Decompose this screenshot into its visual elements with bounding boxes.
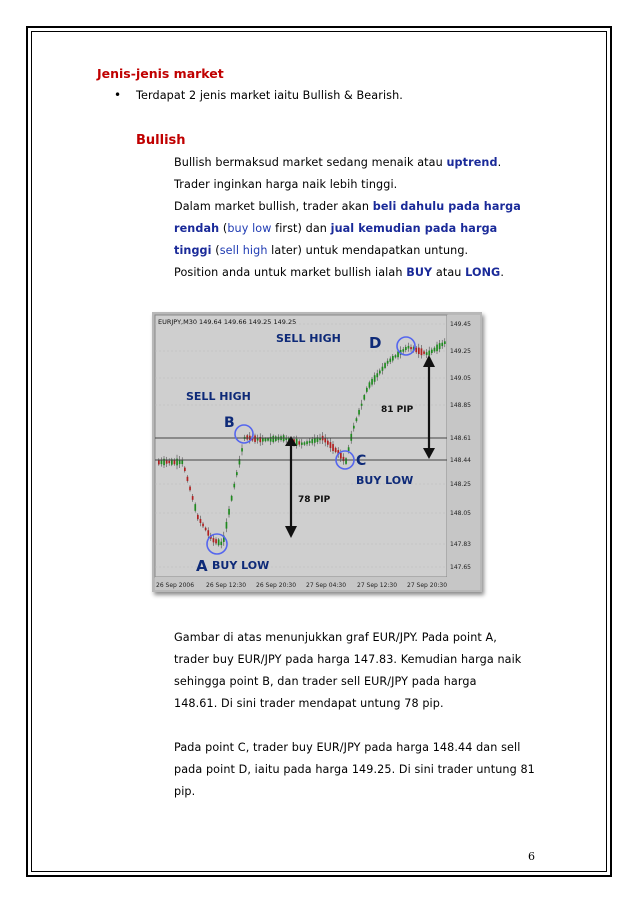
y-tick-label: 148.05 <box>450 510 471 517</box>
bullish-line-6 <box>174 266 504 279</box>
sell-high-label-b: SELL HIGH <box>186 390 251 403</box>
text-span: . <box>500 266 504 279</box>
text-span: Dalam market bullish, trader akan <box>174 200 373 213</box>
keyword-long: LONG <box>465 266 501 279</box>
buy-low-label-a: BUY LOW <box>212 559 270 572</box>
bullish-line-3 <box>174 200 521 213</box>
candle-body <box>356 418 358 421</box>
bullish-line-1 <box>174 156 501 169</box>
y-tick-label: 149.05 <box>450 375 471 382</box>
point-c-label: C <box>356 453 367 469</box>
point-d-label: D <box>369 334 382 352</box>
candle-body <box>205 528 207 530</box>
para1-line-3: sehingga point B, dan trader sell EUR/JPY pada harga <box>174 675 477 688</box>
candle-body <box>335 448 337 452</box>
candle-body <box>384 363 386 368</box>
candle-body <box>168 461 170 463</box>
bullet-icon: • <box>114 88 122 102</box>
candle-body <box>330 442 332 448</box>
y-tick-label: 147.65 <box>450 564 471 571</box>
y-tick-label: 149.45 <box>450 321 471 328</box>
candle-body <box>220 542 222 545</box>
keyword-beli-dahulu: beli dahulu pada harga <box>372 200 521 213</box>
candle-body <box>181 460 183 464</box>
candle-body <box>348 447 350 451</box>
x-tick-label: 27 Sep 04:30 <box>306 582 347 589</box>
candle-body <box>369 382 371 387</box>
candle-body <box>184 468 186 471</box>
para1-line-4: 148.61. Di sini trader mendapat untung 78 pip. <box>174 697 444 710</box>
candle-body <box>272 436 274 442</box>
candle-body <box>361 404 363 406</box>
candle-body <box>374 375 376 382</box>
candle-body <box>298 441 300 444</box>
candle-body <box>194 504 196 511</box>
candle-body <box>353 426 355 429</box>
candle-body <box>311 439 313 443</box>
candle-body <box>179 460 181 464</box>
candle-body <box>376 373 378 377</box>
candle-body <box>436 345 438 352</box>
x-tick-label: 26 Sep 2006 <box>156 582 195 589</box>
keyword-uptrend: uptrend <box>446 156 498 169</box>
bullish-line-5 <box>174 244 468 257</box>
candle-body <box>267 438 269 440</box>
candle-body <box>314 438 316 443</box>
candle-body <box>340 453 342 459</box>
candle-body <box>431 350 433 353</box>
para2-line-2: pada point D, iaitu pada harga 149.25. Di sini trader untung 81 <box>174 763 535 776</box>
candle-body <box>215 539 217 543</box>
para1-line-1: Gambar di atas menunjukkan graf EUR/JPY. Pada point A, <box>174 631 497 644</box>
para2-line-1: Pada point C, trader buy EUR/JPY pada harga 148.44 dan sell <box>174 741 521 754</box>
candle-body <box>428 351 430 356</box>
candle-body <box>226 522 228 529</box>
candle-body <box>363 395 365 400</box>
x-tick-label: 26 Sep 20:30 <box>256 582 297 589</box>
candle-body <box>345 458 347 464</box>
candle-body <box>441 343 443 346</box>
candle-body <box>161 460 163 464</box>
candle-body <box>301 443 303 445</box>
candle-body <box>187 477 189 481</box>
candle-body <box>200 519 202 523</box>
candle-body <box>350 434 352 441</box>
text-span: later) untuk mendapatkan untung. <box>267 244 469 257</box>
candle-body <box>218 539 220 545</box>
sell-high-label-d: SELL HIGH <box>276 332 341 345</box>
text-span: first) dan <box>271 222 331 235</box>
candle-body <box>207 530 209 535</box>
candle-body <box>231 496 233 501</box>
keyword-buy: BUY <box>406 266 433 279</box>
point-b-label: B <box>224 415 235 431</box>
candle-body <box>371 379 373 385</box>
y-tick-label: 148.44 <box>450 457 471 464</box>
keyword-sell-high: sell high <box>219 244 268 257</box>
candle-body <box>408 346 410 349</box>
para2-line-3: pip. <box>174 785 196 798</box>
text-span: Bullish bermaksud market sedang menaik atau <box>174 156 447 169</box>
candle-body <box>405 347 407 350</box>
candle-body <box>236 472 238 475</box>
text-span: ( <box>211 244 220 257</box>
candle-body <box>265 438 267 441</box>
candle-body <box>275 436 277 440</box>
text-span: . <box>497 156 502 169</box>
candle-body <box>327 441 329 445</box>
buy-low-label-c: BUY LOW <box>356 474 414 487</box>
x-tick-label: 27 Sep 12:30 <box>357 582 398 589</box>
candle-body <box>402 349 404 352</box>
candle-body <box>444 341 446 344</box>
candle-body <box>228 509 230 515</box>
y-tick-label: 148.85 <box>450 402 471 409</box>
candle-body <box>197 515 199 519</box>
candle-body <box>213 538 215 542</box>
candle-body <box>434 348 436 352</box>
candle-body <box>246 435 248 439</box>
candle-body <box>358 410 360 415</box>
candle-body <box>410 347 412 349</box>
y-tick-label: 148.61 <box>450 435 471 442</box>
y-tick-label: 147.83 <box>450 541 471 548</box>
candle-body <box>415 348 417 352</box>
candle-body <box>439 343 441 349</box>
candle-body <box>306 441 308 444</box>
keyword-tinggi: tinggi <box>174 244 212 257</box>
candle-body <box>332 444 334 451</box>
candle-body <box>241 448 243 451</box>
candle-body <box>382 367 384 371</box>
candle-body <box>423 351 425 353</box>
eurjpy-chart-image <box>152 312 482 592</box>
candle-body <box>233 484 235 488</box>
chart-header: EURJPY,M30 149.64 149.66 149.25 149.25 <box>158 318 297 326</box>
candle-body <box>421 348 423 355</box>
pip-78-label: 78 PIP <box>298 495 331 505</box>
candle-body <box>254 435 256 441</box>
text-span: Position anda untuk market bullish ialah <box>174 266 407 279</box>
candle-body <box>166 460 168 463</box>
candle-body <box>202 524 204 527</box>
bullish-line-2: Trader inginkan harga naik lebih tinggi. <box>174 178 398 191</box>
candle-body <box>366 388 368 392</box>
candle-body <box>309 441 311 443</box>
keyword-buy-low: buy low <box>227 222 272 235</box>
keyword-rendah: rendah <box>174 222 220 235</box>
candle-body <box>418 348 420 354</box>
bullish-line-4 <box>174 222 497 235</box>
keyword-jual-kemudian: jual kemudian pada harga <box>330 222 498 235</box>
candle-body <box>387 361 389 364</box>
candle-body <box>189 487 191 491</box>
para1-line-2: trader buy EUR/JPY pada harga 147.83. Kemudian harga naik <box>174 653 522 666</box>
candle-body <box>395 355 397 357</box>
x-tick-label: 26 Sep 12:30 <box>206 582 247 589</box>
candle-body <box>192 496 194 500</box>
page-number: 6 <box>528 850 535 863</box>
pip-81-label: 81 PIP <box>381 405 414 415</box>
candle-body <box>392 356 394 361</box>
candle-body <box>304 442 306 444</box>
y-tick-label: 149.25 <box>450 348 471 355</box>
candle-body <box>379 371 381 374</box>
bullish-heading: Bullish <box>136 133 186 148</box>
candle-body <box>324 438 326 442</box>
point-a-label: A <box>196 557 208 575</box>
y-tick-label: 148.25 <box>450 481 471 488</box>
candle-body <box>426 352 428 355</box>
text-span: ( <box>219 222 228 235</box>
chart-svg <box>152 312 482 592</box>
candle-body <box>389 359 391 362</box>
x-tick-label: 27 Sep 20:30 <box>407 582 448 589</box>
bullet-text: Terdapat 2 jenis market iaitu Bullish & Bearish. <box>136 89 403 102</box>
section-title: Jenis-jenis market <box>97 66 224 81</box>
text-span: atau <box>432 266 466 279</box>
candle-body <box>262 438 264 441</box>
